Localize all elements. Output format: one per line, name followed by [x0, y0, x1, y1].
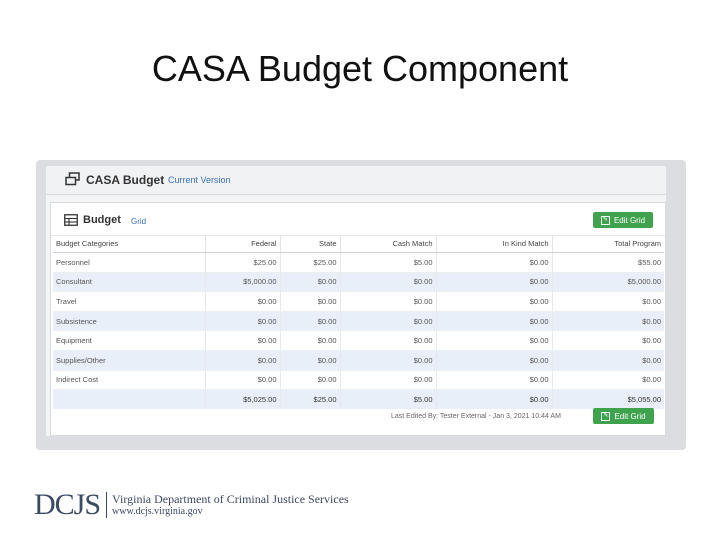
in-kind-match-cell: $0.00: [436, 292, 552, 312]
org-url: www.dcjs.virginia.gov: [112, 506, 203, 517]
category-cell: Indirect Cost: [53, 370, 205, 390]
cash-match-cell: $0.00: [340, 311, 436, 331]
state-cell: $0.00: [280, 331, 340, 351]
state-cell: $25.00: [280, 253, 340, 273]
total-program-total-cell: $5,055.00: [552, 390, 664, 409]
state-cell: $0.00: [280, 311, 340, 331]
totals-label-cell: [53, 390, 205, 409]
federal-cell: $25.00: [205, 253, 280, 273]
in-kind-match-cell: $0.00: [436, 272, 552, 292]
column-header[interactable]: Total Program: [552, 235, 664, 253]
budget-title: Budget: [83, 214, 121, 226]
total-program-cell: $0.00: [552, 292, 664, 312]
dcjs-logo: [34, 488, 349, 522]
in-kind-match-cell: $0.00: [436, 331, 552, 351]
total-program-cell: $0.00: [552, 331, 664, 351]
federal-cell: $0.00: [205, 331, 280, 351]
table-row: [53, 292, 664, 312]
in-kind-match-cell: $0.00: [436, 311, 552, 331]
table-row: [53, 311, 664, 331]
state-cell: $0.00: [280, 350, 340, 370]
cash-match-cell: $0.00: [340, 350, 436, 370]
table-row: [53, 253, 664, 273]
federal-cell: $0.00: [205, 350, 280, 370]
category-cell: Subsistence: [53, 311, 205, 331]
cash-match-cell: $0.00: [340, 370, 436, 390]
total-program-cell: $0.00: [552, 350, 664, 370]
column-header[interactable]: Federal: [205, 235, 280, 253]
column-header[interactable]: In Kind Match: [436, 235, 552, 253]
edit-icon: ✎: [603, 412, 609, 419]
last-edited-text: Last Edited By: Tester External - Jan 3, 2021 10:44 AM: [391, 413, 561, 420]
table-row: [53, 350, 664, 370]
cash-match-cell: $0.00: [340, 331, 436, 351]
table-row: [53, 370, 664, 390]
window-restore-icon: [65, 172, 80, 186]
in-kind-match-cell: $0.00: [436, 370, 552, 390]
budget-panel-header: [51, 203, 665, 236]
edit-grid-button-top[interactable]: [593, 212, 653, 228]
total-program-cell: $0.00: [552, 311, 664, 331]
in-kind-match-total-cell: $0.00: [436, 390, 552, 409]
cash-match-cell: $5.00: [340, 253, 436, 273]
edit-grid-label: Edit Grid: [614, 411, 646, 421]
table-row: [53, 331, 664, 351]
federal-cell: $0.00: [205, 370, 280, 390]
table-row: [53, 272, 664, 292]
category-cell: Personnel: [53, 253, 205, 273]
category-cell: Travel: [53, 292, 205, 312]
category-cell: Equipment: [53, 331, 205, 351]
totals-row: [53, 390, 664, 409]
casa-budget-title: CASA Budget: [86, 173, 165, 187]
edit-icon: ✎: [602, 216, 608, 223]
category-cell: Consultant: [53, 272, 205, 292]
current-version-label: Current Version: [168, 175, 231, 185]
casa-budget-header: [46, 166, 666, 195]
logo-divider: [106, 492, 107, 518]
table-icon: [64, 214, 78, 226]
edit-grid-button-bottom[interactable]: [593, 408, 654, 424]
state-cell: $0.00: [280, 272, 340, 292]
budget-panel: [50, 202, 666, 436]
dcjs-wordmark: DCJS: [34, 488, 101, 521]
cash-match-total-cell: $5.00: [340, 390, 436, 409]
cash-match-cell: $0.00: [340, 292, 436, 312]
federal-cell: $0.00: [205, 292, 280, 312]
slide-title: CASA Budget Component: [151, 48, 569, 89]
edit-grid-label: Edit Grid: [613, 215, 646, 225]
in-kind-match-cell: $0.00: [436, 350, 552, 370]
federal-cell: $5,000.00: [205, 272, 280, 292]
total-program-cell: $5,000.00: [552, 272, 664, 292]
org-info: [112, 493, 349, 517]
cash-match-cell: $0.00: [340, 272, 436, 292]
screenshot: [46, 166, 666, 436]
total-program-cell: $55.00: [552, 253, 664, 273]
column-header[interactable]: State: [280, 235, 340, 253]
header-row: [53, 235, 664, 253]
org-name: Virginia Department of Criminal Justice Services: [112, 492, 349, 506]
federal-cell: $0.00: [205, 311, 280, 331]
state-cell: $0.00: [280, 370, 340, 390]
total-program-cell: $0.00: [552, 370, 664, 390]
grid-label: Grid: [131, 217, 147, 226]
budget-grid: [53, 235, 664, 409]
in-kind-match-cell: $0.00: [436, 253, 552, 273]
category-cell: Supplies/Other: [53, 350, 205, 370]
column-header[interactable]: Budget Categories: [53, 235, 205, 253]
state-cell: $0.00: [280, 292, 340, 312]
column-header[interactable]: Cash Match: [340, 235, 436, 253]
state-total-cell: $25.00: [280, 390, 340, 409]
federal-total-cell: $5,025.00: [205, 390, 280, 409]
